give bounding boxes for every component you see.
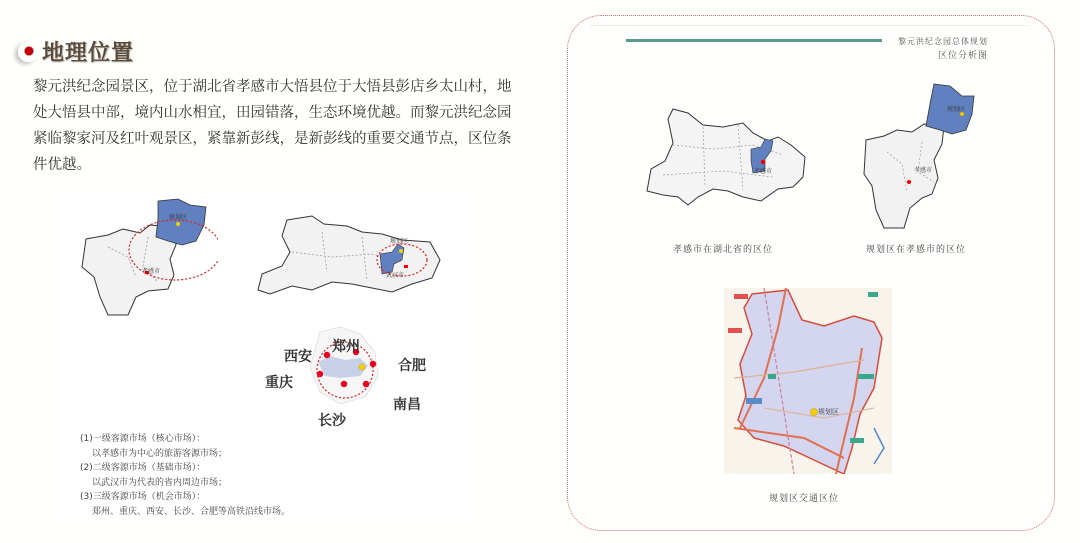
map2-planning-label: 规划区: [390, 238, 409, 245]
city-nanchang: 南昌: [393, 397, 421, 413]
map1-city-label: 孝感市: [142, 268, 161, 275]
map-b-planning-label: 规划区: [947, 106, 966, 113]
legend-desc-3: 郑州、重庆、西安、长沙、合肥等高铁沿线市场。: [92, 506, 291, 517]
map-a-caption: 孝感市在湖北省的区位: [673, 245, 774, 255]
xiaogan-county-map: [78, 197, 218, 317]
legend-title-1: (1)一级客源市场（核心市场）：: [80, 434, 206, 444]
traffic-map-graphic: [724, 288, 892, 474]
legend-title-3: (3)三级客源市场（机会市场）：: [80, 492, 206, 502]
section-title: 地理位置: [42, 41, 135, 66]
analysis-title: [898, 34, 988, 64]
bullet-dot-icon: [18, 42, 38, 62]
map-c-caption: 规划区交通区位: [769, 494, 840, 504]
legend-title-2: (2)二级客源市场（基础市场）：: [80, 463, 206, 473]
hubei-province-map: [252, 212, 452, 307]
map1-planning-label: 规划区: [169, 214, 188, 221]
title-rule: [626, 39, 882, 42]
top-divider: [590, 25, 1030, 26]
section-heading: [18, 36, 134, 67]
left-maps-panel: [60, 192, 470, 522]
map2-city-label: 武汉市: [386, 272, 405, 279]
map-b-city-label: 孝感市: [914, 167, 933, 174]
market-legend: [80, 432, 290, 519]
location-description: 黎元洪纪念园景区，位于湖北省孝感市大悟县位于大悟县彭店乡太山村，地处大悟县中部，境内山水相宜，田园错落，生态环境优越。而黎元洪纪念园紧临黎家河及红叶观景区，紧靠新彭线，是新彭线的重要交通节点，区位条件优越。: [33, 79, 512, 173]
traffic-location-map: [724, 288, 892, 474]
analysis-title-line1: 黎元洪纪念园总体规划: [898, 37, 988, 46]
city-changsha: 长沙: [318, 413, 346, 429]
city-xian: 西安: [284, 349, 312, 365]
analysis-title-line2: 区位分析图: [937, 51, 988, 61]
city-zhengzhou: 郑州: [332, 339, 360, 355]
xiaogan-in-hubei-map: [643, 105, 813, 210]
map-a-city-label: 孝感市: [754, 168, 773, 175]
legend-desc-2: 以武汉市为代表的省内周边市场；: [92, 477, 228, 488]
map-b-caption: 规划区在孝感市的区位: [866, 245, 967, 255]
city-chongqing: 重庆: [265, 375, 293, 391]
map-c-planning-label: 规划区: [818, 408, 839, 416]
legend-desc-1: 以孝感市为中心的旅游客源市场；: [92, 448, 228, 459]
city-hefei: 合肥: [398, 358, 426, 374]
